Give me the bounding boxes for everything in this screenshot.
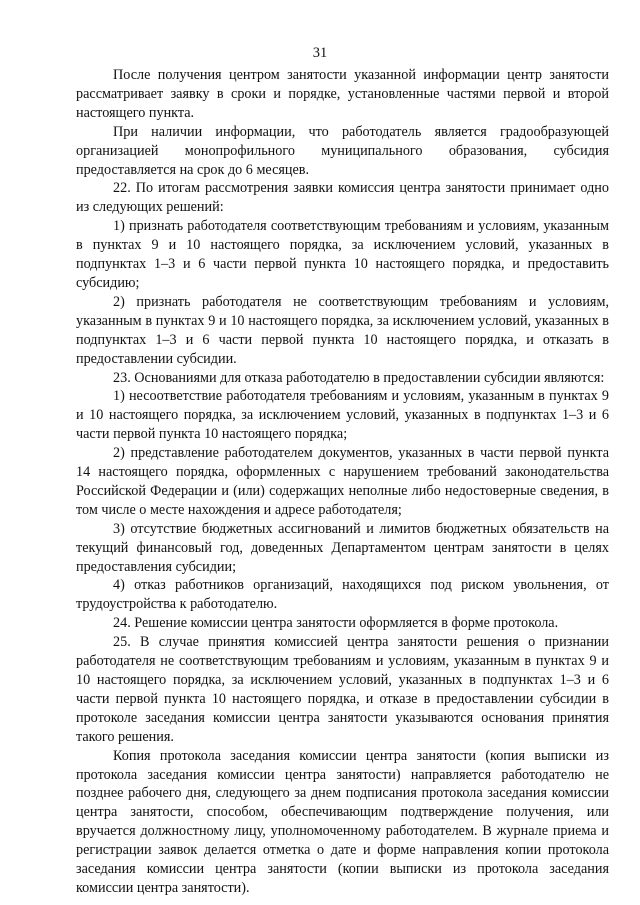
paragraph-clause-22-item-2: 2) признать работодателя не соответствующим требованиям и условиям, указанным в пунктах 9 и 10 настоящего порядка, за исключением условий, указанных в подпунктах 1–3 и 6 части первой пункта 10 настоящего порядка, и отказать в предоставлении субсидии. bbox=[76, 293, 609, 367]
paragraph-clause-24: 24. Решение комиссии центра занятости оформляется в форме протокола. bbox=[113, 615, 559, 632]
paragraph-clause-25: 25. В случае принятия комиссией центра занятости решения о признании работодателя не соответствующим требованиям и условиям, указанным в пунктах 9 и 10 настоящего порядка, за исключением условий, указанных в подпунктах 1–3 и 6 части первой пункта 10 настоящего порядка, и отказе в предоставлении субсидии в протоколе заседания комиссии центра занятости указываются основания принятия такого решения. bbox=[76, 634, 609, 745]
paragraph-clause-23: 23. Основаниями для отказа работодателю в предоставлении субсидии являются: bbox=[113, 369, 605, 386]
paragraph-clause-23-item-1: 1) несоответствие работодателя требованиям и условиям, указанным в пунктах 9 и 10 настоящего порядка, за исключением условий, указанных в подпунктах 1–3 и 6 части первой пункта 10 настоящего порядка; bbox=[76, 388, 609, 443]
paragraph-information-review: После получения центром занятости указанной информации центр занятости рассматривает заявку в сроки и порядке, установленные частями первой и второй настоящего пункта. bbox=[76, 67, 609, 121]
paragraph-clause-23-item-4: 4) отказ работников организаций, находящихся под риском увольнения, от трудоустройства к работодателю. bbox=[76, 577, 609, 613]
document-body bbox=[76, 66, 609, 898]
paragraph-clause-23-item-3: 3) отсутствие бюджетных ассигнований и лимитов бюджетных обязательств на текущий финансовый год, доведенных Департаментом центрам занятости в целях предоставления субсидии; bbox=[76, 520, 609, 575]
page-number: 31 bbox=[312, 45, 328, 61]
paragraph-clause-23-item-2: 2) представление работодателем документов, указанных в части первой пункта 14 настоящего порядка, оформленных с нарушением требований законодательства Российской Федерации и (или) содержащих неполные либо недостоверные сведения, в том числе о месте нахождения и адресе работодателя; bbox=[76, 445, 609, 518]
paragraph-protocol-copy: Копия протокола заседания комиссии центра занятости (копия выписки из протокола заседания комиссии центра занятости) направляется работодателю не позднее рабочего дня, следующего за днем подписания протокола заседания комиссии центра занятости, способом, обеспечивающим подтверждение получения, или вручается должностному лицу, уполномоченному работодателем. В журнале приема и регистрации заявок делается отметка о дате и форме направления копии протокола заседания комиссии центра занятости (копии выписки из протокола заседания комиссии центра занятости). bbox=[76, 747, 609, 896]
paragraph-clause-22-item-1: 1) признать работодателя соответствующим требованиям и условиям, указанным в пунктах 9 и 10 настоящего порядка, за исключением условий, указанных в подпунктах 1–3 и 6 части первой пункта 10 настоящего порядка, и предоставить субсидию; bbox=[76, 218, 609, 291]
paragraph-clause-22: 22. По итогам рассмотрения заявки комиссия центра занятости принимает одно из следующих решений: bbox=[76, 180, 609, 216]
paragraph-city-forming-organization: При наличии информации, что работодатель является градообразующей организацией монопрофильного муниципального образования, субсидия предоставляется на срок до 6 месяцев. bbox=[76, 123, 609, 178]
